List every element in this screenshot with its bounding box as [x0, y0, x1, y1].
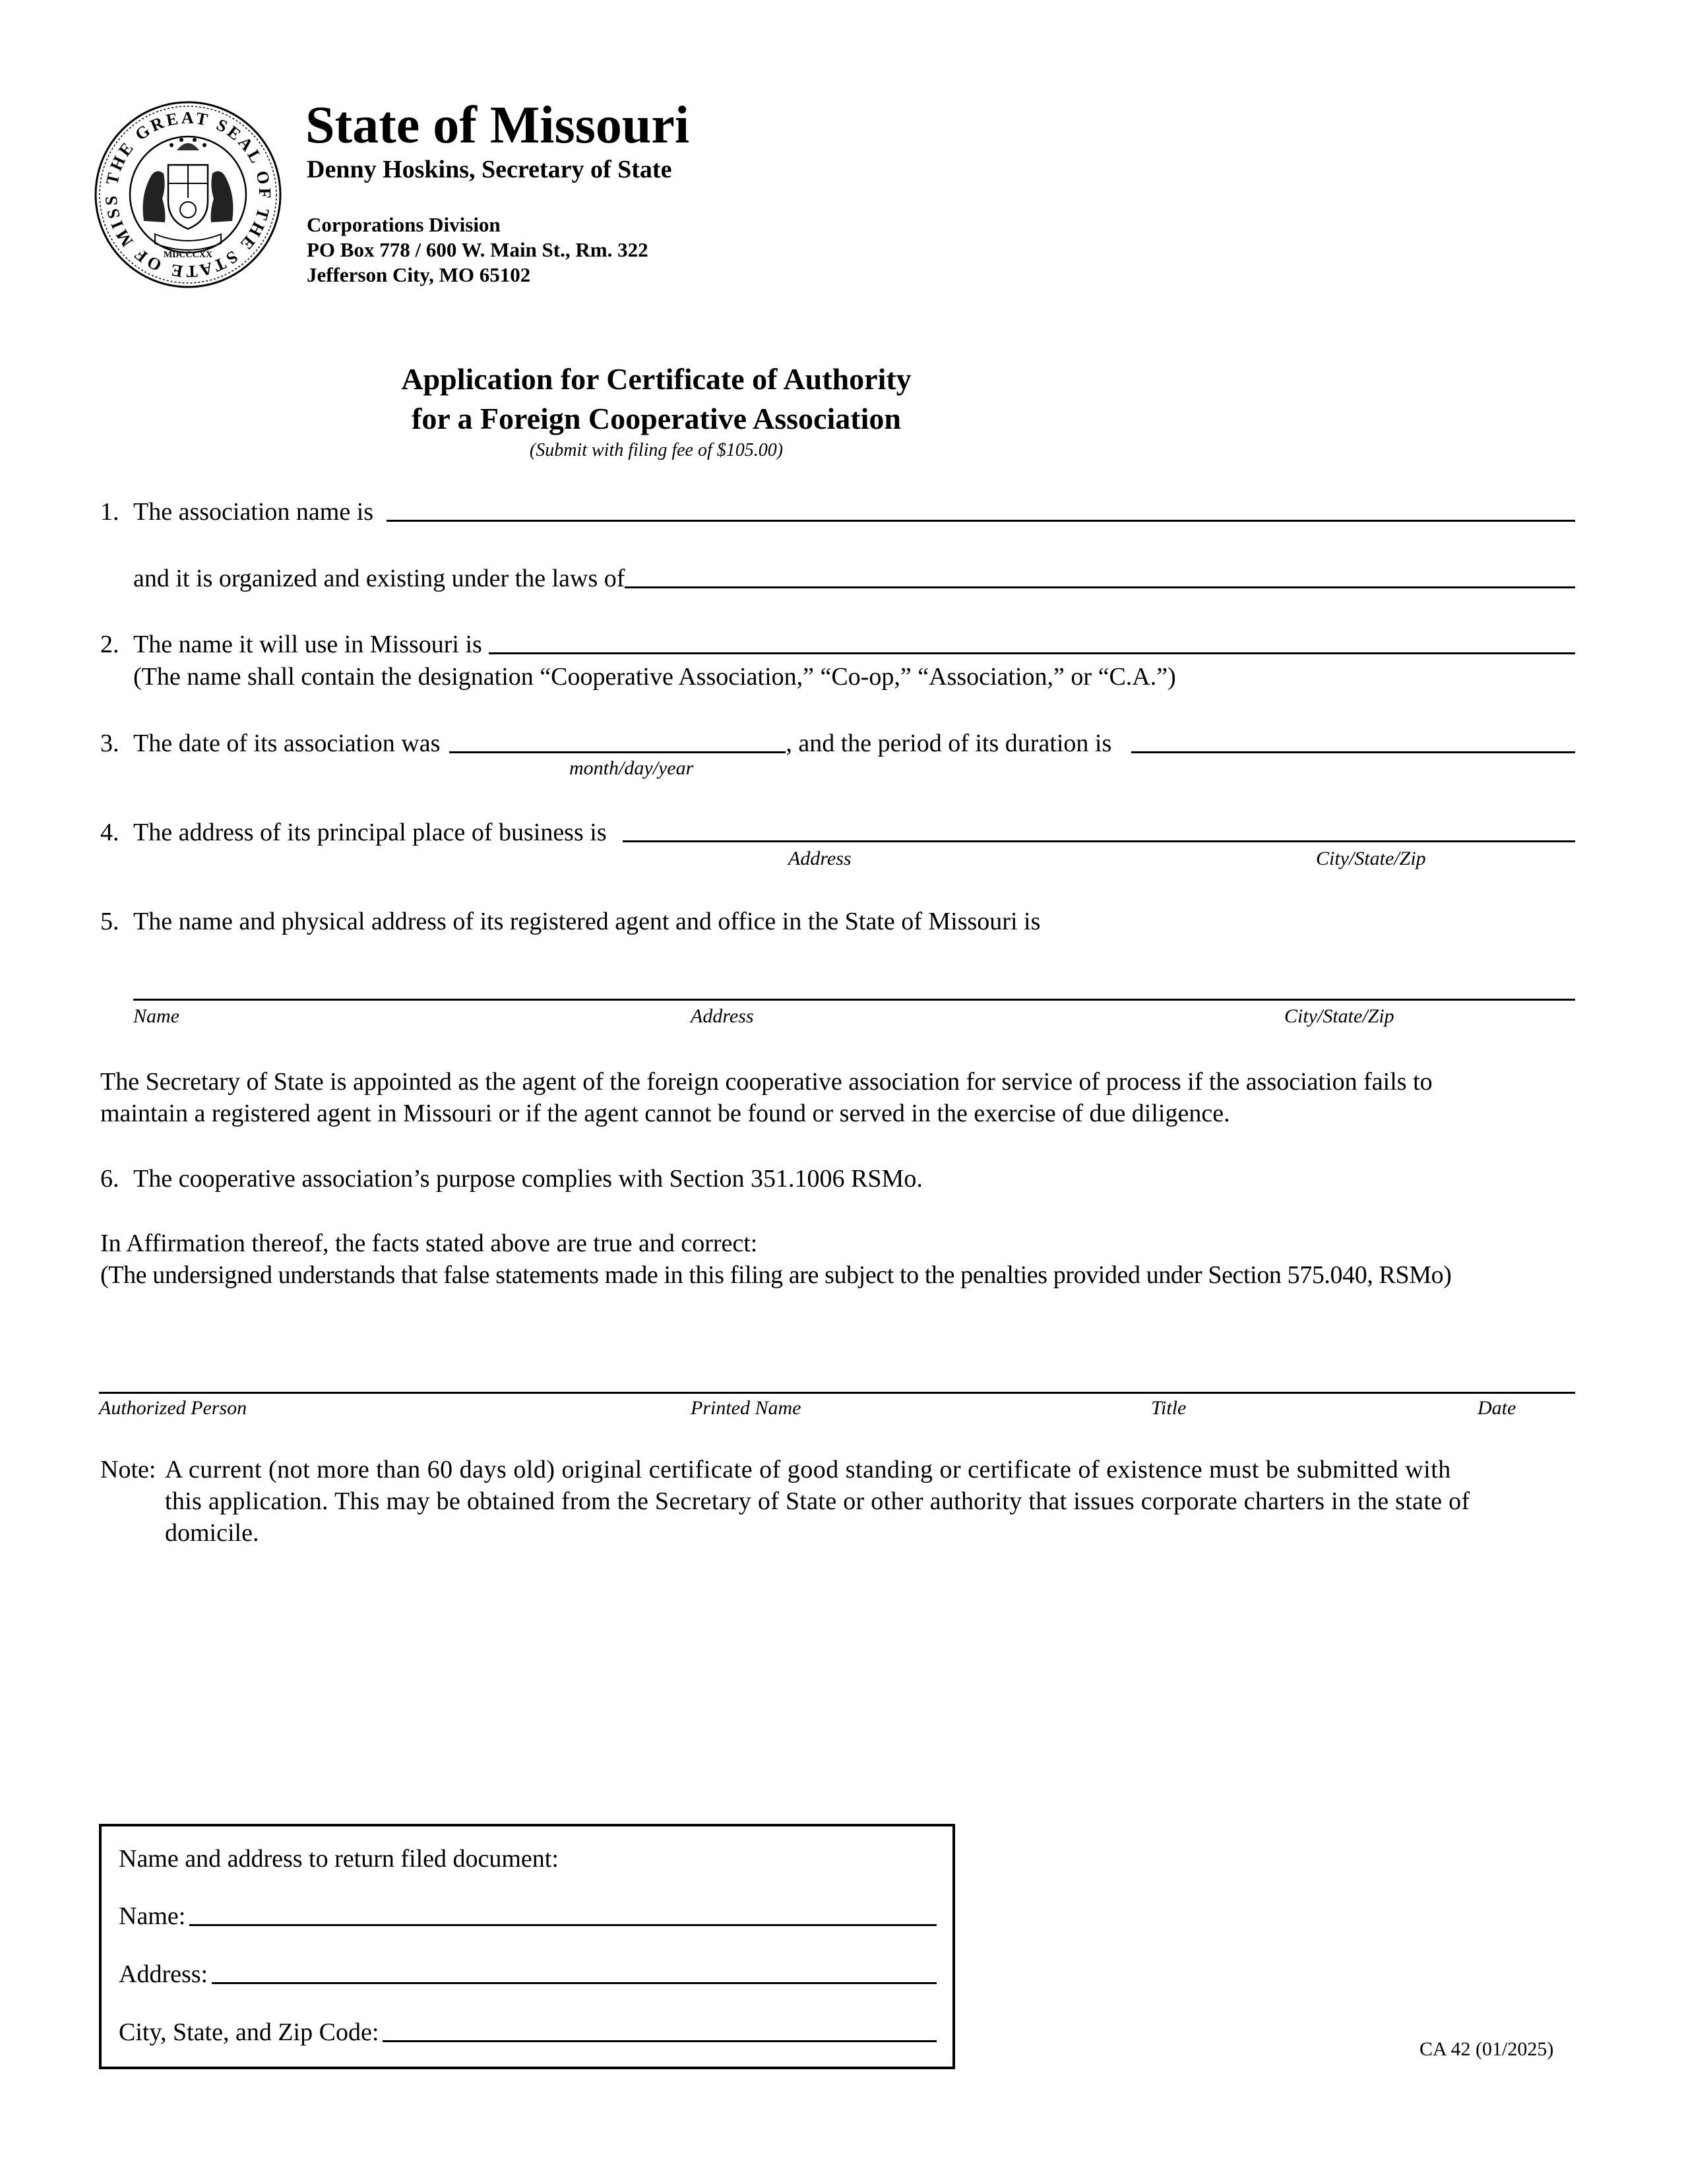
division-address-2: Jefferson City, MO 65102 — [307, 263, 531, 286]
item-2-label: The name it will use in Missouri is — [133, 631, 482, 658]
association-date-field[interactable] — [449, 728, 786, 753]
return-city-label: City, State, and Zip Code: — [119, 2018, 379, 2046]
affirmation-line-2: (The undersigned understands that false statements made in this filing are subject to the penalties provided under Section 575.040, RSMo) — [100, 1261, 1452, 1289]
principal-city-caption: City/State/Zip — [1316, 848, 1426, 869]
return-address-box — [99, 1824, 955, 2069]
filing-fee-note: (Submit with filing fee of $105.00) — [529, 440, 784, 460]
form-title-line-2: for a Foreign Cooperative Association — [412, 402, 901, 435]
item-1-sub-row — [133, 563, 1575, 594]
agent-address-caption: Address — [691, 1005, 754, 1027]
affirmation-line-1: In Affirmation thereof, the facts stated above are true and correct: — [100, 1230, 758, 1257]
date-caption: Date — [1478, 1397, 1516, 1419]
item-6-row — [100, 1164, 923, 1194]
item-5-row — [100, 906, 1040, 937]
form-title — [0, 359, 1682, 462]
note-line-2: this application. This may be obtained from the Secretary of State or other authority that issues corporate charters in the state of — [165, 1487, 1470, 1515]
form-id: CA 42 (01/2025) — [1419, 2038, 1554, 2060]
item-5-number: 5. — [100, 908, 119, 935]
note-line-3: domicile. — [165, 1519, 259, 1547]
duration-field[interactable] — [1131, 728, 1575, 753]
form-title-line-1: Application for Certificate of Authority — [401, 362, 912, 396]
item-1-label: The association name is — [133, 498, 374, 526]
authorized-person-caption: Authorized Person — [99, 1397, 247, 1419]
return-name-label: Name: — [119, 1902, 186, 1930]
return-address-row — [119, 1958, 937, 1989]
principal-address-field[interactable] — [623, 817, 1575, 842]
division-address-1: PO Box 778 / 600 W. Main St., Rm. 322 — [307, 238, 648, 261]
return-name-row — [119, 1900, 937, 1931]
return-name-field[interactable] — [189, 1900, 937, 1926]
state-seal — [92, 99, 284, 290]
return-address-label: Address: — [119, 1960, 208, 1988]
item-2-note: (The name shall contain the designation “Cooperative Association,” “Co-op,” “Association,” or “C.A.”) — [133, 663, 1176, 691]
signature-line-field[interactable] — [99, 1372, 1575, 1394]
association-name-field[interactable] — [387, 496, 1575, 522]
note-label: Note: — [100, 1456, 156, 1483]
item-2-row — [100, 629, 1575, 660]
return-box-heading: Name and address to return filed document: — [119, 1845, 559, 1873]
state-title: State of Missouri — [305, 96, 690, 154]
item-5-label: The name and physical address of its registered agent and office in the State of Missouri is — [133, 908, 1041, 935]
agent-city-caption: City/State/Zip — [1284, 1005, 1394, 1027]
registered-agent-field[interactable] — [133, 979, 1575, 1001]
division-name: Corporations Division — [307, 213, 501, 236]
date-format-caption: month/day/year — [569, 757, 694, 779]
agent-name-caption: Name — [133, 1005, 179, 1027]
item-4-label: The address of its principal place of business is — [133, 819, 607, 846]
sos-paragraph-line-2: maintain a registered agent in Missouri or if the agent cannot be found or served in the exercise of due diligence. — [100, 1100, 1230, 1127]
return-address-field[interactable] — [212, 1958, 937, 1984]
seal-graphic — [92, 99, 284, 290]
laws-of-field[interactable] — [625, 563, 1575, 588]
item-3-number: 3. — [100, 730, 119, 757]
item-6-number: 6. — [100, 1165, 119, 1193]
item-3-row — [100, 728, 1575, 759]
note-line-1: A current (not more than 60 days old) original certificate of good standing or certificate of existence must be submitted with — [165, 1456, 1451, 1483]
missouri-name-field[interactable] — [489, 629, 1575, 654]
item-2-number: 2. — [100, 631, 119, 658]
item-6-label: The cooperative association’s purpose complies with Section 351.1006 RSMo. — [133, 1165, 923, 1193]
secretary-name: Denny Hoskins, Secretary of State — [307, 156, 672, 183]
item-3-mid-label: , and the period of its duration is — [786, 730, 1112, 757]
item-3-label: The date of its association was — [133, 730, 441, 757]
item-4-row — [100, 817, 1575, 848]
printed-name-caption: Printed Name — [691, 1397, 801, 1419]
sos-paragraph-line-1: The Secretary of State is appointed as the agent of the foreign cooperative association for service of process if the association fails to — [100, 1068, 1433, 1096]
svg-text:THE GREAT SEAL OF THE STATE OF: THE GREAT SEAL OF THE STATE OF MISS — [101, 108, 275, 282]
svg-text:MDCCCXX: MDCCCXX — [164, 250, 212, 260]
item-1-number: 1. — [100, 498, 119, 526]
item-1-sub-label: and it is organized and existing under the laws of — [133, 565, 625, 592]
item-4-number: 4. — [100, 819, 119, 846]
title-caption: Title — [1151, 1397, 1187, 1419]
principal-address-caption: Address — [788, 848, 852, 869]
return-city-field[interactable] — [383, 2016, 937, 2042]
return-city-row — [119, 2016, 937, 2047]
item-1-row — [100, 496, 1575, 527]
